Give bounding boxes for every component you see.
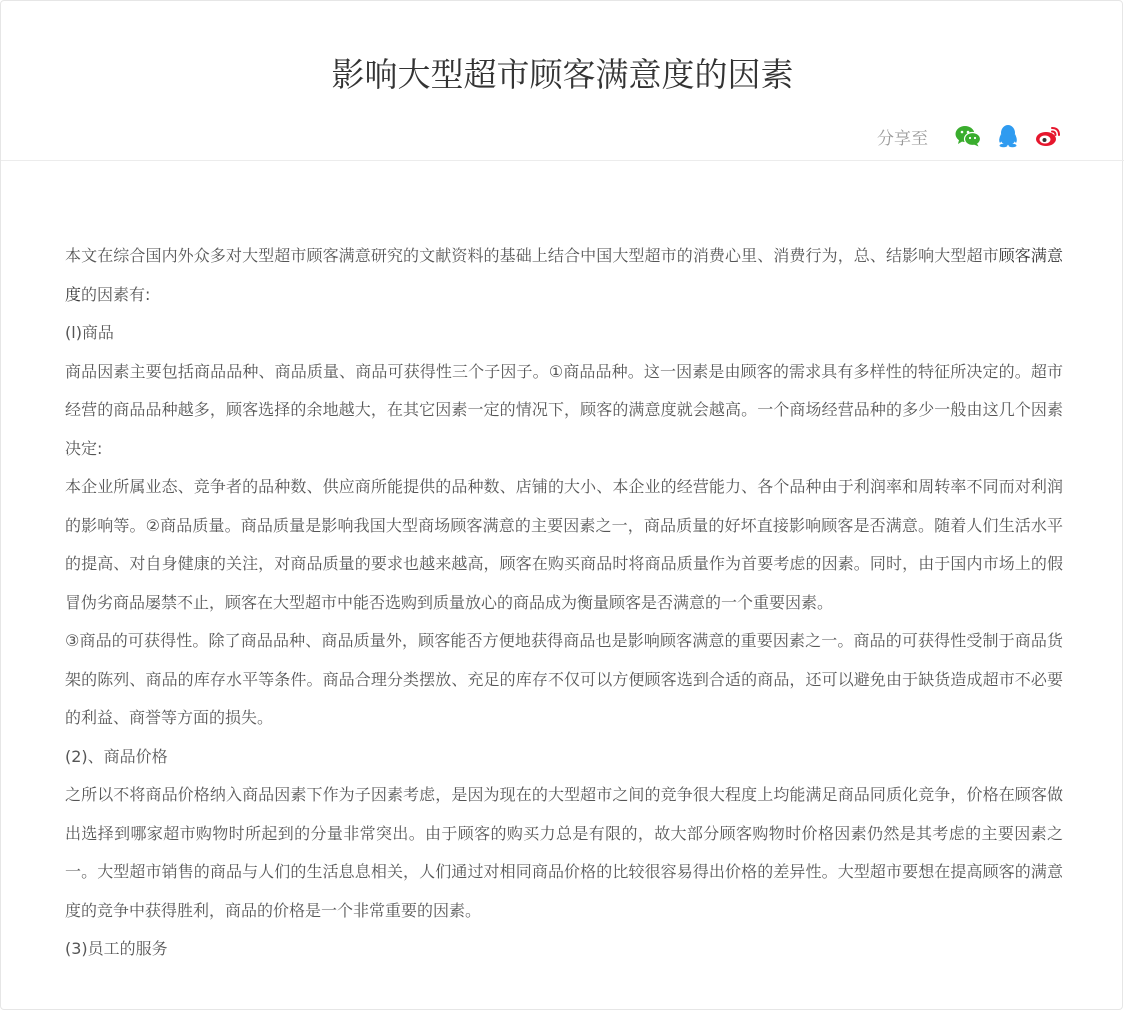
- wechat-icon[interactable]: [954, 122, 982, 150]
- section-heading-goods: (l)商品: [65, 323, 114, 342]
- share-bar: [877, 121, 1062, 151]
- section-heading-service: (3)员工的服务: [65, 939, 168, 958]
- section-heading-price: (2)、商品价格: [65, 746, 168, 766]
- share-label: 分享至: [877, 128, 928, 149]
- article-header: [1, 1, 1124, 161]
- intro-text-end: 的因素有:: [81, 284, 151, 304]
- paragraph: 本企业所属业态、竞争者的品种数、供应商所能提供的品种数、店铺的大小、本企业的经营能力、各个品种由于利润率和周转率不同而对利润的影响等。②商品质量。商品质量是影响我国大型商场顾客满意的主要因素之一，商品质量的好坏直接影响顾客是否满意。随着人们生活水平的提高、对自身健康的关注，对商品质量的要求也越来越高，顾客在购买商品时将商品质量作为首要考虑的因素。同时，由于国内市场上的假冒伪劣商品屡禁不止，顾客在大型超市中能否选购到质量放心的商品成为衡量顾客是否满意的一个重要因素。: [65, 477, 1063, 612]
- weibo-icon[interactable]: [1034, 122, 1062, 150]
- paragraph: 之所以不将商品价格纳入商品因素下作为子因素考虑，是因为现在的大型超市之间的竞争很大程度上均能满足商品同质化竞争，价格在顾客做出选择到哪家超市购物时所起到的分量非常突出。由于顾客的购买力总是有限的，故大部分顾客购物时价格因素仍然是其考虑的主要因素之一。大型超市销售的商品与人们的生活息息相关，人们通过对相同商品价格的比较很容易得出价格的差异性。大型超市要想在提高顾客的满意度的竞争中获得胜利，商品的价格是一个非常重要的因素。: [65, 785, 1063, 920]
- intro-text: 本文在综合国内外众多对大型超市顾客满意研究的文献资料的基础上结合中国大型超市的消费心里、消费行为，总、结影响大型超市: [65, 246, 999, 265]
- article-body: [65, 237, 1063, 969]
- paragraph: 商品因素主要包括商品品种、商品质量、商品可获得性三个子因子。①商品品种。这一因素是由顾客的需求具有多样性的特征所决定的。超市经营的商品品种越多，顾客选择的余地越大，在其它因素一定的情况下，顾客的满意度就会越高。一个商场经营品种的多少一般由这几个因素决定:: [65, 361, 1063, 458]
- intro-paragraph: [65, 237, 1063, 314]
- qq-icon[interactable]: [994, 122, 1022, 150]
- paragraph: ③商品的可获得性。除了商品品种、商品质量外，顾客能否方便地获得商品也是影响顾客满意的重要因素之一。商品的可获得性受制于商品货架的陈列、商品的库存水平等条件。商品合理分类摆放、充足的库存不仅可以方便顾客选到合适的商品，还可以避免由于缺货造成超市不必要的利益、商誉等方面的损失。: [65, 631, 1063, 727]
- page-title: 影响大型超市顾客满意度的因素: [331, 55, 794, 94]
- keyword-link[interactable]: 顾客满意度: [65, 246, 1063, 304]
